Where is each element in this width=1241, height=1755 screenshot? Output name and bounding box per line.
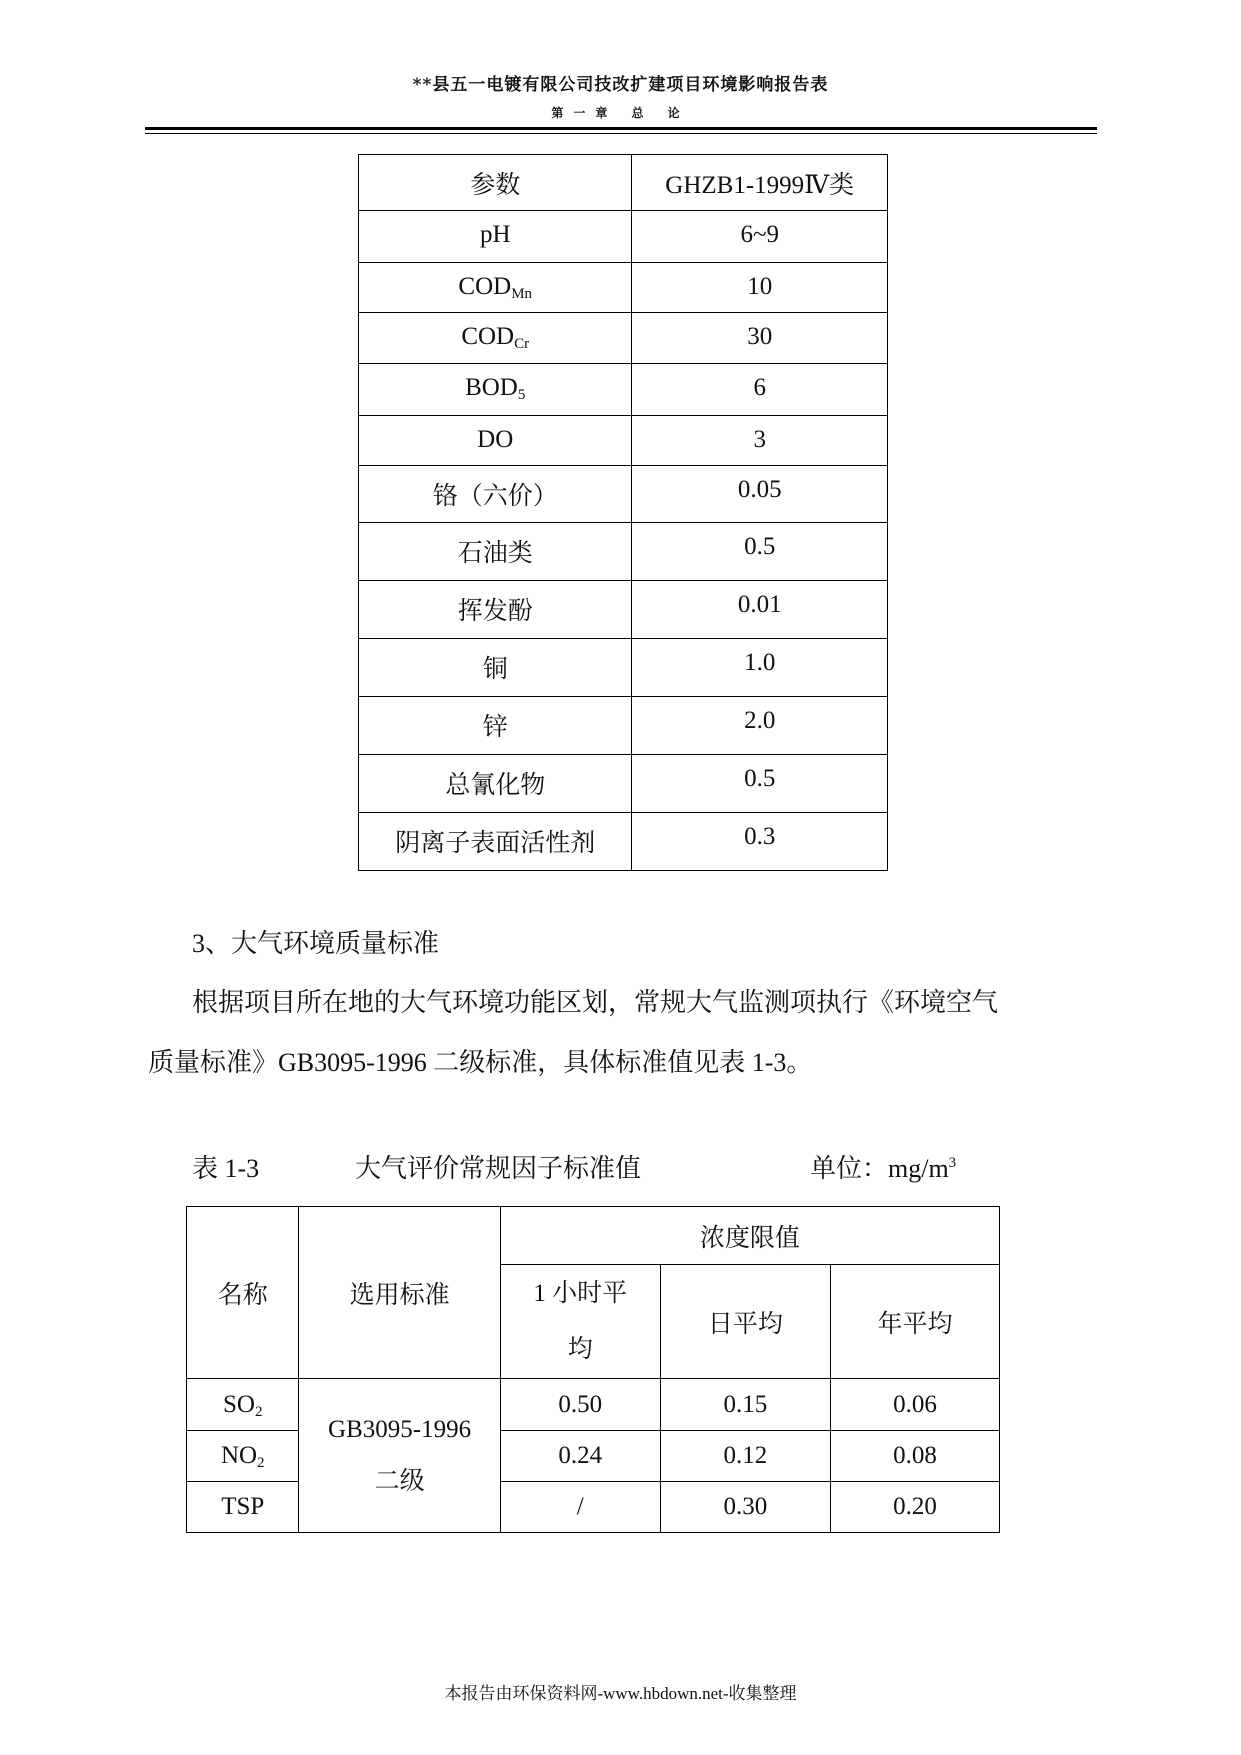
- table1-value: 0.05: [632, 466, 888, 523]
- table1-param: 锌: [359, 697, 632, 755]
- table1-param: pH: [359, 211, 632, 263]
- table1-value: 6: [632, 364, 888, 416]
- table2-annual-value: 0.06: [830, 1379, 999, 1431]
- table2-header-hourly: 1 小时平 均: [500, 1265, 660, 1379]
- table2-header-standard: 选用标准: [299, 1207, 500, 1379]
- table1-param: 石油类: [359, 523, 632, 581]
- table1-param: $COD_{Cr}$: [359, 313, 632, 364]
- page-footer: 本报告由环保资料网-www.hbdown.net-收集整理: [444, 1684, 797, 1703]
- table1-value: 1.0: [632, 639, 888, 697]
- table1-param: 挥发酚: [359, 581, 632, 639]
- table2-header-daily: 日平均: [660, 1265, 830, 1379]
- section-heading: 3、大气环境质量标准: [192, 929, 440, 958]
- table1-value: 2.0: [632, 697, 888, 755]
- table1-value: 3: [632, 416, 888, 466]
- table2-name: $SO_2$: [187, 1379, 299, 1431]
- table2-header-name: 名称: [187, 1207, 299, 1379]
- table2-header-annual: 年平均: [830, 1265, 999, 1379]
- table2-unit: 单位：$mg/m^3$: [810, 1154, 957, 1183]
- table1-param: 铜: [359, 639, 632, 697]
- paragraph-line-1: 根据项目所在地的大气环境功能区划，常规大气监测项执行《环境空气: [192, 988, 999, 1017]
- header-rule-thick: [145, 127, 1097, 130]
- table2-hourly-value: 0.50: [500, 1379, 660, 1431]
- table1-param: 铬（六价）: [359, 466, 632, 523]
- table2-name: $NO_2$: [187, 1431, 299, 1482]
- table2-daily-value: 0.30: [660, 1482, 830, 1533]
- table2-daily-value: 0.12: [660, 1431, 830, 1482]
- table2-name: TSP: [187, 1482, 299, 1533]
- table2-annual-value: 0.08: [830, 1431, 999, 1482]
- air-quality-standard-table: [186, 1206, 1000, 1533]
- table1-value: 0.01: [632, 581, 888, 639]
- paragraph-line-2: 质量标准》GB3095-1996 二级标准，具体标准值见表 1-3。: [148, 1048, 813, 1077]
- document-header-title: **县五一电镀有限公司技改扩建项目环境影响报告表: [412, 75, 829, 95]
- table1-value: 30: [632, 313, 888, 364]
- table2-daily-value: 0.15: [660, 1379, 830, 1431]
- table1-param: 总氰化物: [359, 755, 632, 813]
- table1-param: $COD_{Mn}$: [359, 263, 632, 313]
- table1-value: 0.5: [632, 523, 888, 581]
- table2-annual-value: 0.20: [830, 1482, 999, 1533]
- table1-value: 0.3: [632, 813, 888, 871]
- table1-value: 10: [632, 263, 888, 313]
- header-rule-thin: [145, 133, 1097, 134]
- table2-label: 表 1-3: [192, 1154, 260, 1183]
- table1-param: DO: [359, 416, 632, 466]
- table2-standard: GB3095-1996 二级: [299, 1379, 500, 1533]
- water-quality-standard-table: [358, 154, 888, 871]
- chapter-subtitle: 第一章 总 论: [551, 106, 690, 120]
- table1-header-standard: GHZB1-1999Ⅳ类: [632, 155, 888, 211]
- table2-header-limit: 浓度限值: [500, 1207, 999, 1265]
- table1-value: 0.5: [632, 755, 888, 813]
- table1-param: 阴离子表面活性剂: [359, 813, 632, 871]
- table2-hourly-value: 0.24: [500, 1431, 660, 1482]
- table1-header-param: 参数: [359, 155, 632, 211]
- table2-hourly-value: /: [500, 1482, 660, 1533]
- table1-param: $BOD_5$: [359, 364, 632, 416]
- table2-title: 大气评价常规因子标准值: [355, 1154, 642, 1183]
- table1-value: 6~9: [632, 211, 888, 263]
